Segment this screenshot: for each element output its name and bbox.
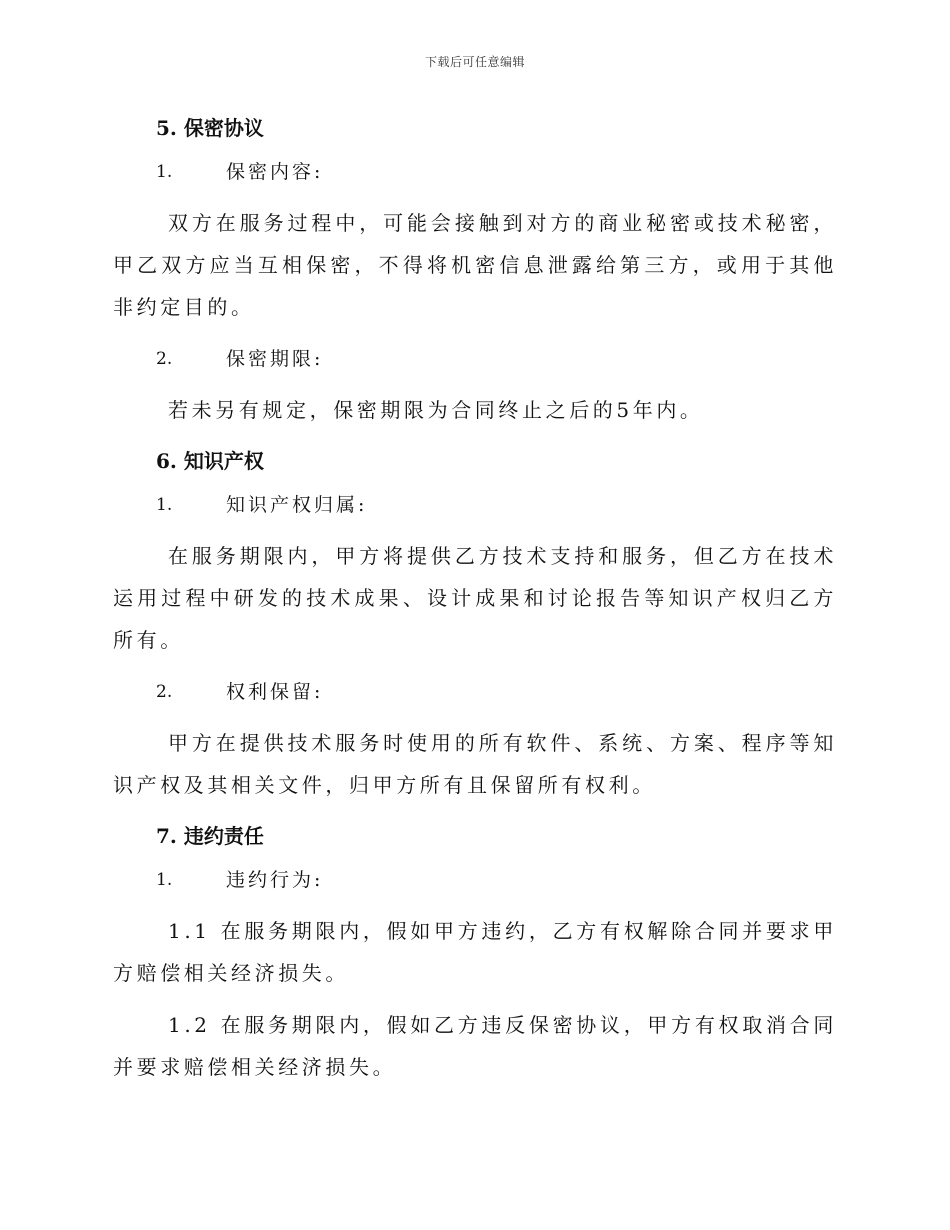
item-label: 保密期限:: [226, 348, 324, 370]
section-heading: 7. 违约责任: [156, 824, 264, 848]
paragraph: 1.2 在服务期限内，假如乙方违反保密协议，甲方有权取消合同并要求赔偿相关经济损失。: [113, 1013, 837, 1079]
item-number: 1.: [156, 162, 173, 182]
paragraph: 双方在服务过程中，可能会接触到对方的商业秘密或技术秘密，甲乙双方应当互相保密，不得将机密信息泄露给第三方，或用于其他非约定目的。: [113, 211, 837, 319]
section-heading: 5. 保密协议: [156, 116, 264, 140]
paragraph: 甲方在提供技术服务时使用的所有软件、系统、方案、程序等知识产权及其相关文件，归甲方所有且保留所有权利。: [113, 731, 837, 797]
item-number: 1.: [156, 870, 173, 890]
paragraph: 1.1 在服务期限内，假如甲方违约，乙方有权解除合同并要求甲方赔偿相关经济损失。: [113, 919, 837, 985]
paragraph: 若未另有规定，保密期限为合同终止之后的5年内。: [168, 398, 704, 422]
section-heading: 6. 知识产权: [156, 449, 264, 473]
item-number: 2.: [156, 349, 173, 369]
item-number: 2.: [156, 682, 173, 702]
item-label: 违约行为:: [226, 869, 324, 891]
item-label: 知识产权归属:: [226, 494, 368, 516]
document-body: [113, 108, 837, 1098]
item-number: 1.: [156, 495, 173, 515]
list-item: [113, 338, 837, 381]
page-header-note: 下载后可任意编辑: [424, 55, 525, 69]
item-label: 权利保留:: [226, 681, 324, 703]
paragraph: 在服务期限内，甲方将提供乙方技术支持和服务，但乙方在技术运用过程中研发的技术成果、设计成果和讨论报告等知识产权归乙方所有。: [113, 544, 837, 652]
item-label: 保密内容:: [226, 161, 324, 183]
list-item: [113, 484, 837, 527]
section-confidentiality: [113, 108, 837, 431]
list-item: [113, 671, 837, 714]
section-intellectual-property: [113, 441, 837, 806]
section-breach-liability: [113, 816, 837, 1088]
list-item: [113, 859, 837, 902]
list-item: [113, 151, 837, 194]
